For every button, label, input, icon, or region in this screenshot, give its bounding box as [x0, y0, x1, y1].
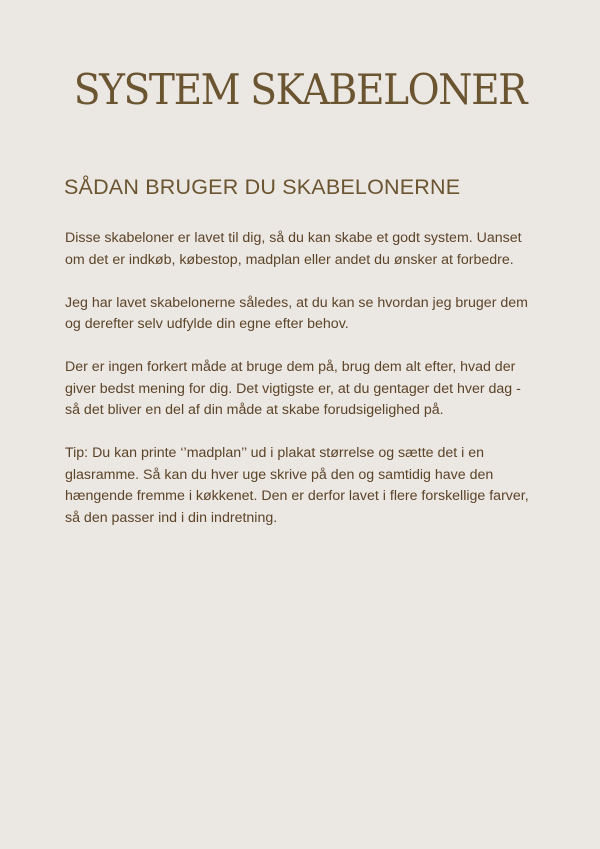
paragraph-advice [65, 357, 545, 422]
body-text [65, 228, 545, 551]
text-line: Tip: Du kan printe ‘’madplan’’ ud i plakat størrelse og sætte det i en [65, 445, 485, 461]
paragraph-usage [65, 293, 545, 336]
text-line: så den passer ind i din indretning. [65, 509, 278, 526]
text-line: så det bliver en del af din måde at skabe forudsigelighed på. [65, 402, 444, 418]
text-line: og derefter selv udfylde din egne efter behov. [65, 316, 349, 332]
paragraph-tip [65, 443, 545, 529]
section-heading: SÅDAN BRUGER DU SKABELONERNE [64, 175, 461, 199]
text-line: giver bedst mening for dig. Det vigtigste er, at du gentager det hver dag - [65, 380, 521, 397]
text-line: Disse skabeloner er lavet til dig, så du kan skabe et godt system. Uanset [65, 230, 522, 246]
text-line: hængende fremme i køkkenet. Den er derfor lavet i flere forskellige farver, [65, 488, 529, 504]
text-line: Jeg har lavet skabelonerne således, at du kan se hvordan jeg bruger dem [65, 294, 528, 311]
page-title: SYSTEM SKABELONER [73, 65, 527, 114]
paragraph-intro [65, 228, 545, 271]
text-line: Der er ingen forkert måde at bruge dem på, brug dem alt efter, hvad der [65, 359, 516, 375]
text-line: om det er indkøb, købestop, madplan eller andet du ønsker at forbedre. [65, 251, 514, 268]
text-line: glasramme. Så kan du hver uge skrive på den og samtidig have den [65, 466, 494, 483]
